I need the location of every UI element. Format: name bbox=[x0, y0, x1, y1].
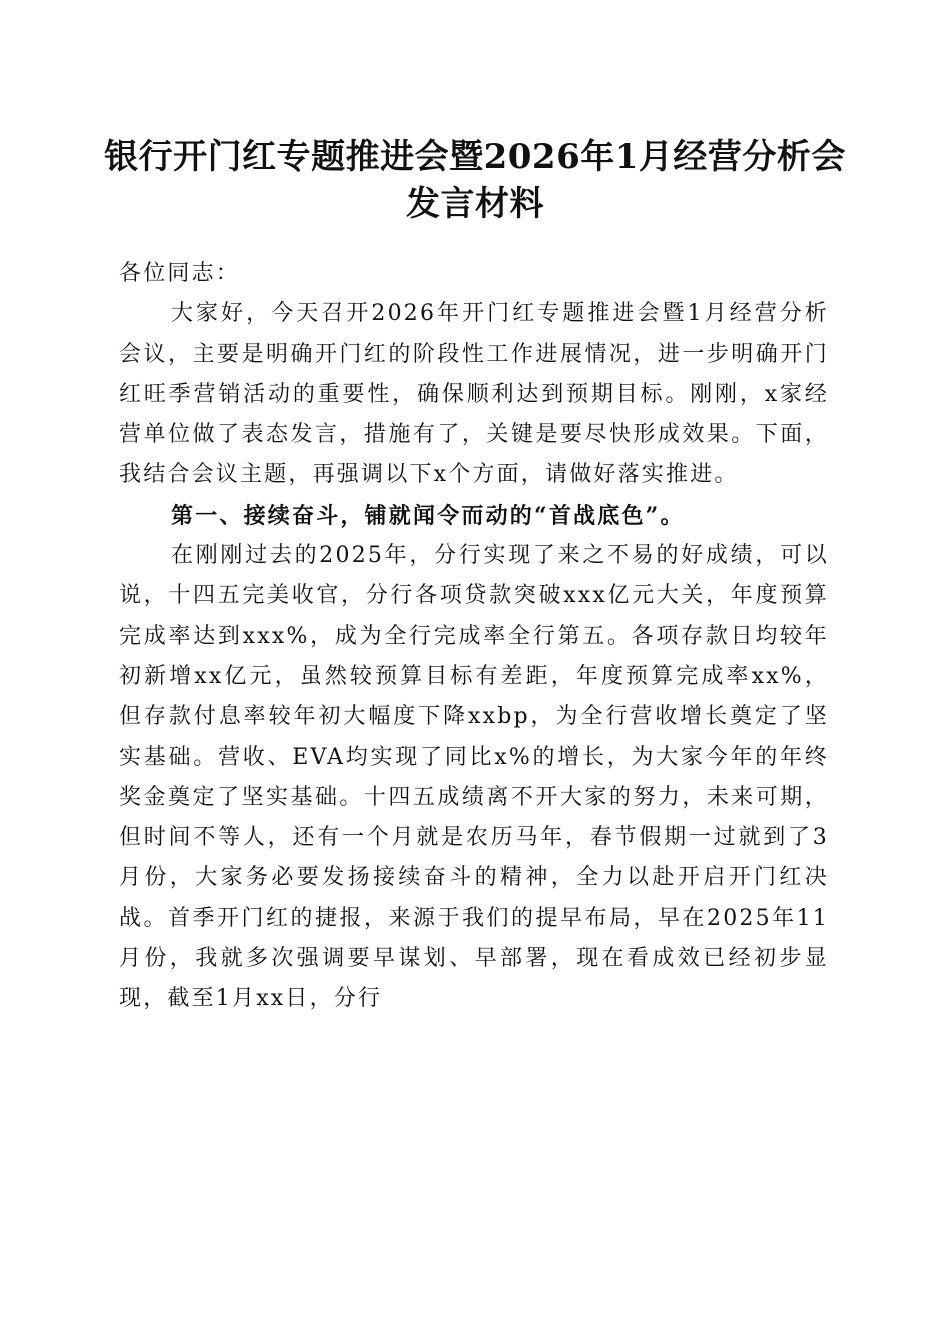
opening-paragraph: 大家好，今天召开2026年开门红专题推进会暨1月经营分析会议，主要是明确开门红的阶段性工作进展情况，进一步明确开门红旺季营销活动的重要性，确保顺利达到预期目标。刚刚，x家经营单位做了表态发言，措施有了，关键是要尽快形成效果。下面，我结合会议主题，再强调以下x个方面，请做好落实推进。 bbox=[119, 301, 829, 488]
section-heading-1: 第一、接续奋斗，铺就闻令而动的“首战底色”。 bbox=[171, 502, 685, 529]
document-title: 银行开门红专题推进会暨2026年1月经营分析会发言材料 bbox=[104, 137, 846, 224]
salutation: 各位同志： bbox=[119, 261, 241, 286]
section-1-paragraph: 在刚刚过去的2025年，分行实现了来之不易的好成绩，可以说，十四五完美收官，分行各项贷款突破xxx亿元大关，年度预算完成率达到xxx%，成为全行完成率全行第五。各项存款日均较年初新增xx亿元，虽然较预算目标有差距，年度预算完成率xx%，但存款付息率较年初大幅度下降xxbp，为全行营收增长奠定了坚实基础。营收、EVA均实现了同比x%的增长，为大家今年的年终奖金奠定了坚实基础。十四五成绩离不开大家的努力，未来可期，但时间不等人，还有一个月就是农历马年，春节假期一过就到了3月份，大家务必要发扬接续奋斗的精神，全力以赴开启开门红决战。首季开门红的捷报，来源于我们的提早布局，早在2025年11月份，我就多次强调要早谋划、早部署，现在看成效已经初步显现，截至1月xx日，分行 bbox=[119, 543, 829, 1012]
document-body bbox=[119, 254, 829, 1020]
